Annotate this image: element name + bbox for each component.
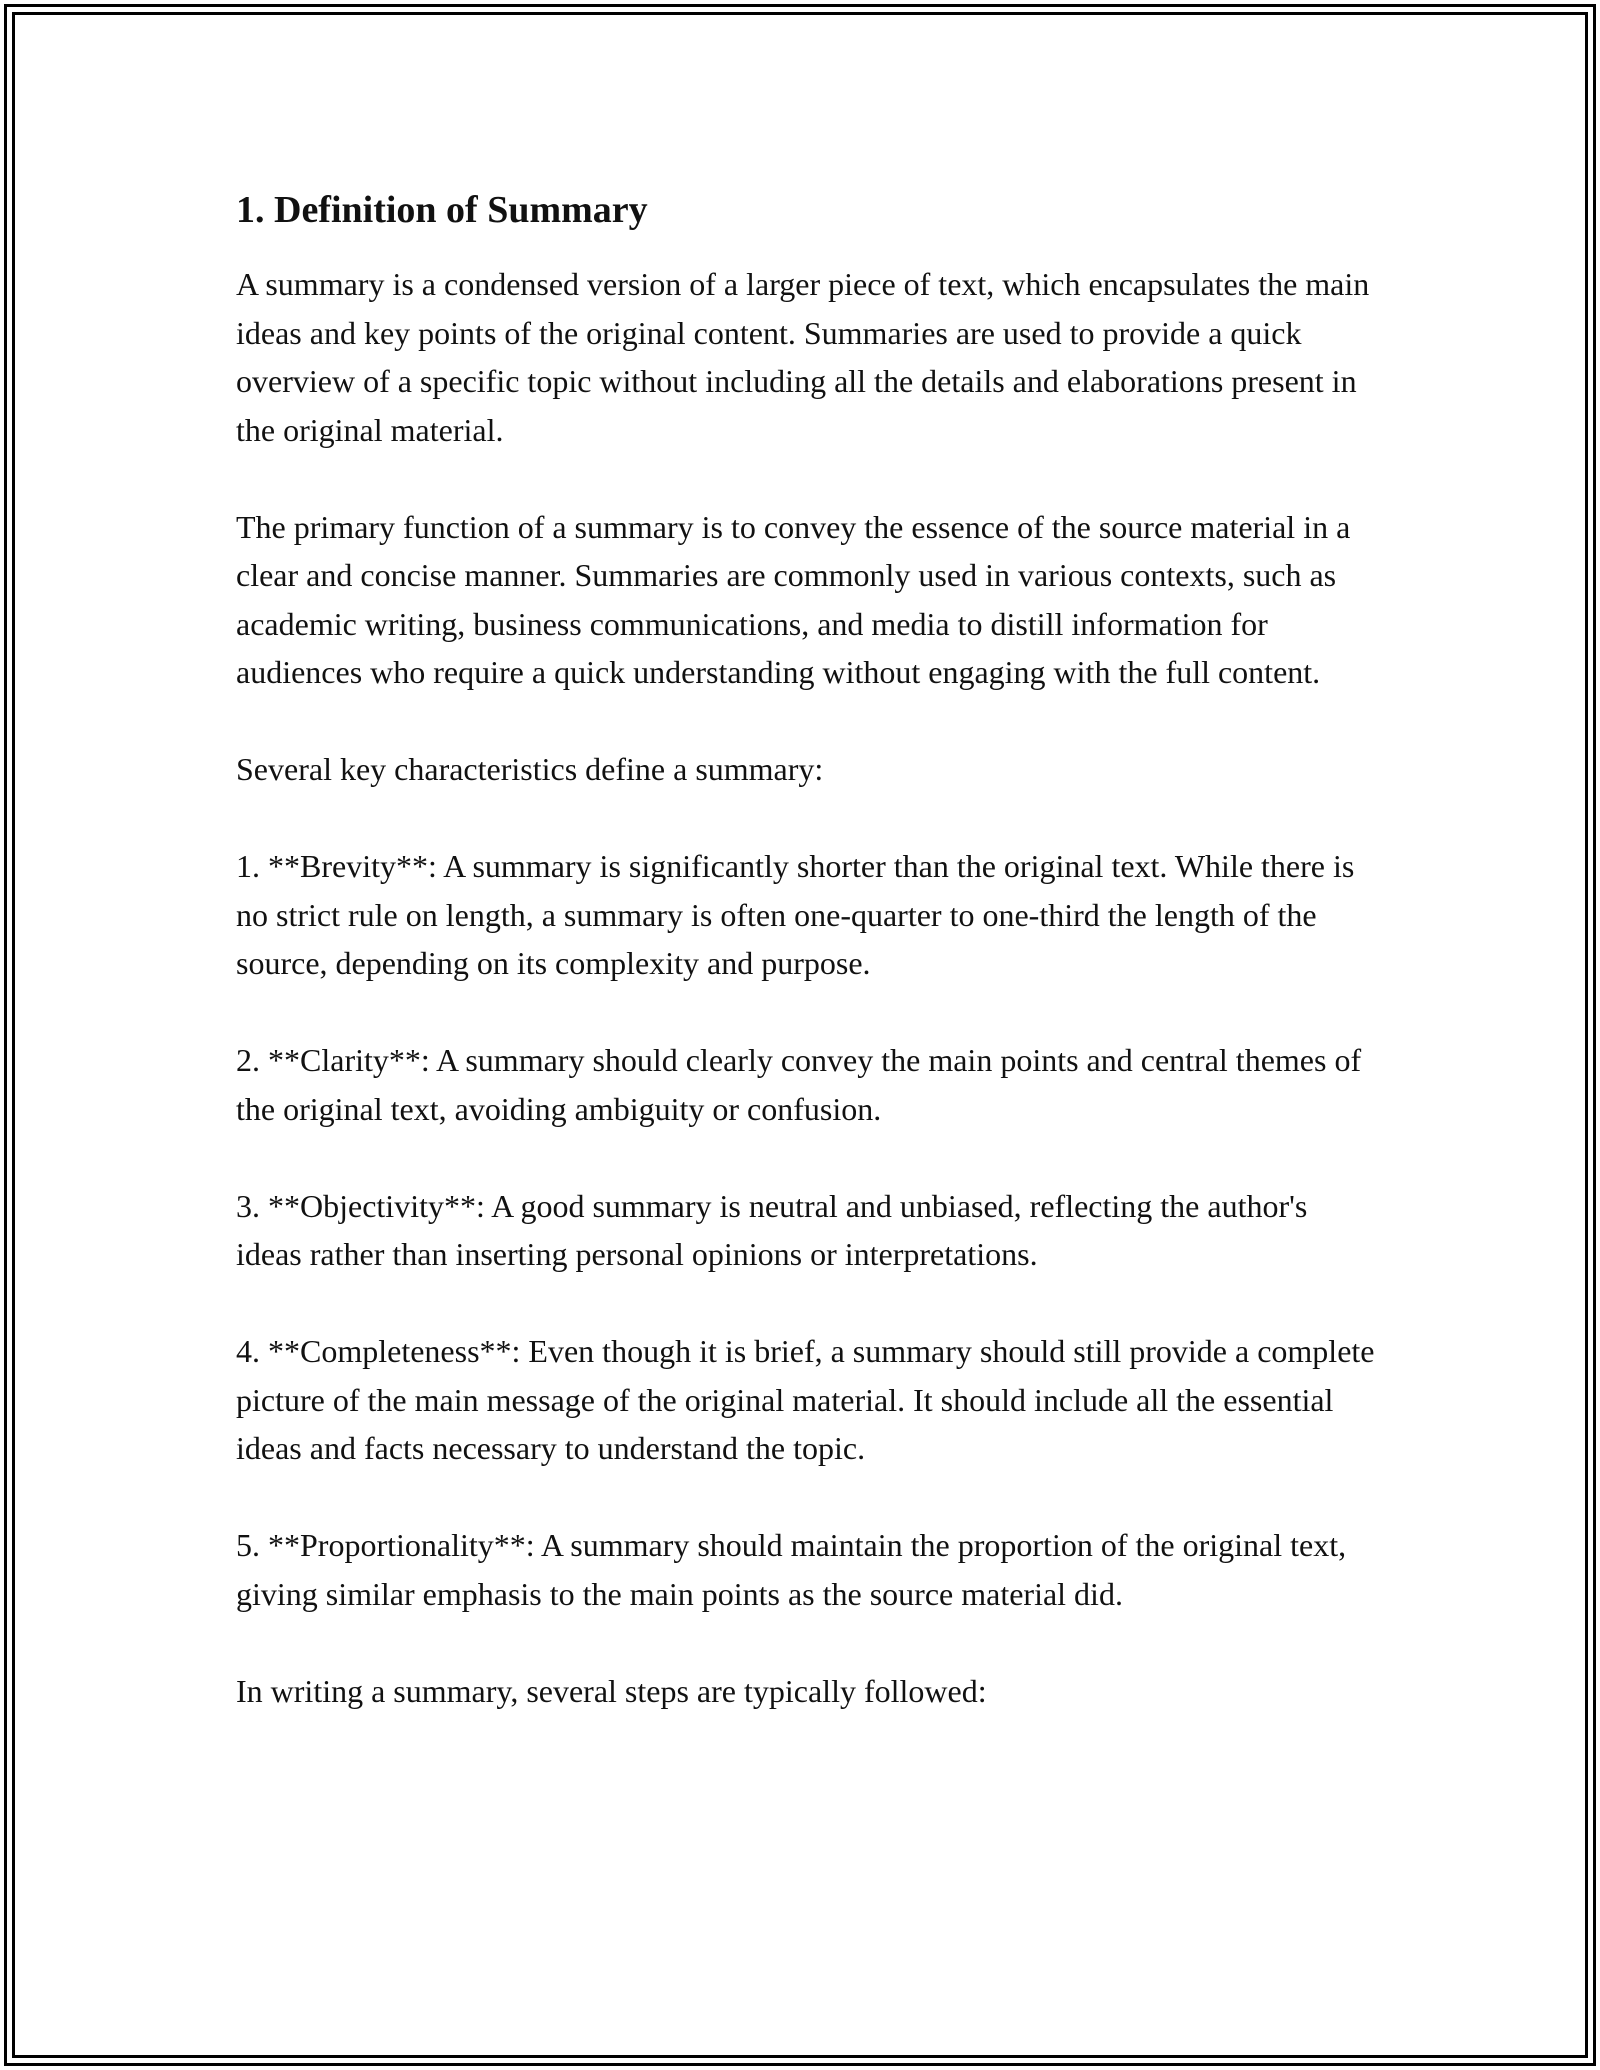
paragraph-characteristics-intro: Several key characteristics define a summary: bbox=[236, 751, 824, 787]
list-item-objectivity: 3. **Objectivity**: A good summary is neutral and unbiased, reflecting the author's ideas rather than inserting personal opinions or interpretations. bbox=[236, 1187, 1308, 1272]
list-item-clarity: 2. **Clarity**: A summary should clearly convey the main points and central themes of the original text, avoiding ambiguity or confusion. bbox=[236, 1042, 1362, 1127]
paragraph-steps-intro: In writing a summary, several steps are typically followed: bbox=[236, 1672, 987, 1709]
list-item-completeness: 4. **Completeness**: Even though it is brief, a summary should still provide a complete picture of the main message of the original material. It should include all the essential ideas and facts necessary to understand the topic. bbox=[236, 1333, 1375, 1466]
list-item-proportionality: 5. **Proportionality**: A summary should maintain the proportion of the original text, giving similar emphasis to the main points as the source material did. bbox=[236, 1527, 1347, 1612]
paragraph-definition: A summary is a condensed version of a larger piece of text, which encapsulates the main ideas and key points of the original content. Summaries are used to provide a quick overview of a specific topic without including all the details and elaborations present in the original material. bbox=[236, 266, 1370, 448]
section-heading: 1. Definition of Summary bbox=[236, 189, 648, 231]
document-body bbox=[236, 186, 1376, 1715]
list-item-brevity: 1. **Brevity**: A summary is significantly shorter than the original text. While there is no strict rule on length, a summary is often one-quarter to one-third the length of the source, depending on its complexity and purpose. bbox=[236, 848, 1355, 981]
paragraph-primary-function: The primary function of a summary is to convey the essence of the source material in a clear and concise manner. Summaries are commonly used in various contexts, such as academic writing, business communications, and media to distill information for audiences who require a quick understanding without engaging with the full content. bbox=[236, 508, 1351, 690]
